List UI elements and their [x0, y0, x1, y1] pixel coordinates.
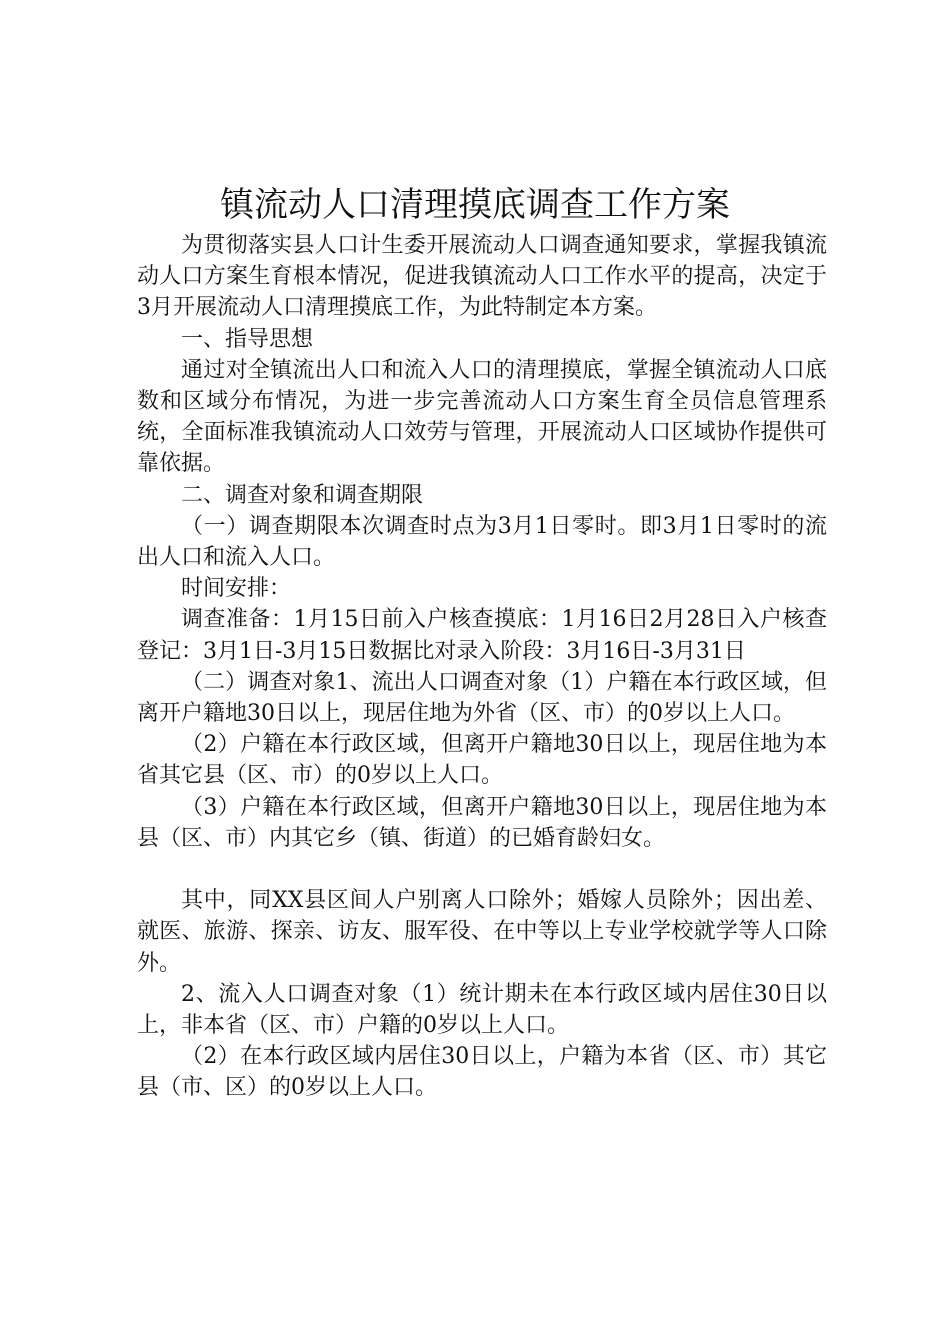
paragraph-inflow-objects-1: 2、流入人口调查对象（1）统计期未在本行政区域内居住30日以上，非本省（区、市）户籍的0岁以上人口。 [137, 981, 827, 1039]
paragraph-guiding-ideology: 通过对全镇流出人口和流入人口的清理摸底，掌握全镇流动人口底数和区域分布情况，为进一步完善流动人口方案生育全员信息管理系统，全面标准我镇流动人口效劳与管理，开展流动人口区域协作提供可靠依据。 [137, 357, 827, 477]
document-body [137, 230, 827, 1104]
paragraph-schedule: 调查准备：1月15日前入户核查摸底：1月16日2月28日入户核查登记：3月1日-3月15日数据比对录入阶段：3月16日-3月31日 [137, 607, 827, 664]
paragraph-intro: 为贯彻落实县人口计生委开展流动人口调查通知要求，掌握我镇流动人口方案生育根本情况，促进我镇流动人口工作水平的提高，决定于3月开展流动人口清理摸底工作，为此特制定本方案。 [137, 233, 827, 321]
heading-survey-objects-period: 二、调查对象和调查期限 [181, 482, 424, 508]
paragraph-survey-period: （一）调查期限本次调查时点为3月1日零时。即3月1日零时的流出人口和流入人口。 [137, 513, 827, 571]
paragraph-outflow-objects-2: （2）户籍在本行政区域，但离开户籍地30日以上，现居住地为本省其它县（区、市）的0岁以上人口。 [137, 732, 827, 789]
blank-line [137, 854, 827, 885]
heading-guiding-ideology: 一、指导思想 [181, 326, 314, 352]
paragraph-exclusions: 其中，同XX县区间人户别离人口除外；婚嫁人员除外；因出差、就医、旅游、探亲、访友、服军役、在中等以上专业学校就学等人口除外。 [137, 888, 827, 976]
document-title: 镇流动人口清理摸底调查工作方案 [220, 185, 730, 225]
paragraph-inflow-objects-2: （2）在本行政区域内居住30日以上，户籍为本省（区、市）其它县（市、区）的0岁以上人口。 [137, 1044, 827, 1101]
paragraph-schedule-label: 时间安排： [181, 576, 292, 602]
paragraph-outflow-objects-1: （二）调查对象1、流出人口调查对象（1）户籍在本行政区域，但离开户籍地30日以上，现居住地为外省（区、市）的0岁以上人口。 [137, 669, 827, 727]
paragraph-outflow-objects-3: （3）户籍在本行政区域，但离开户籍地30日以上，现居住地为本县（区、市）内其它乡（镇、街道）的已婚育龄妇女。 [137, 794, 827, 851]
